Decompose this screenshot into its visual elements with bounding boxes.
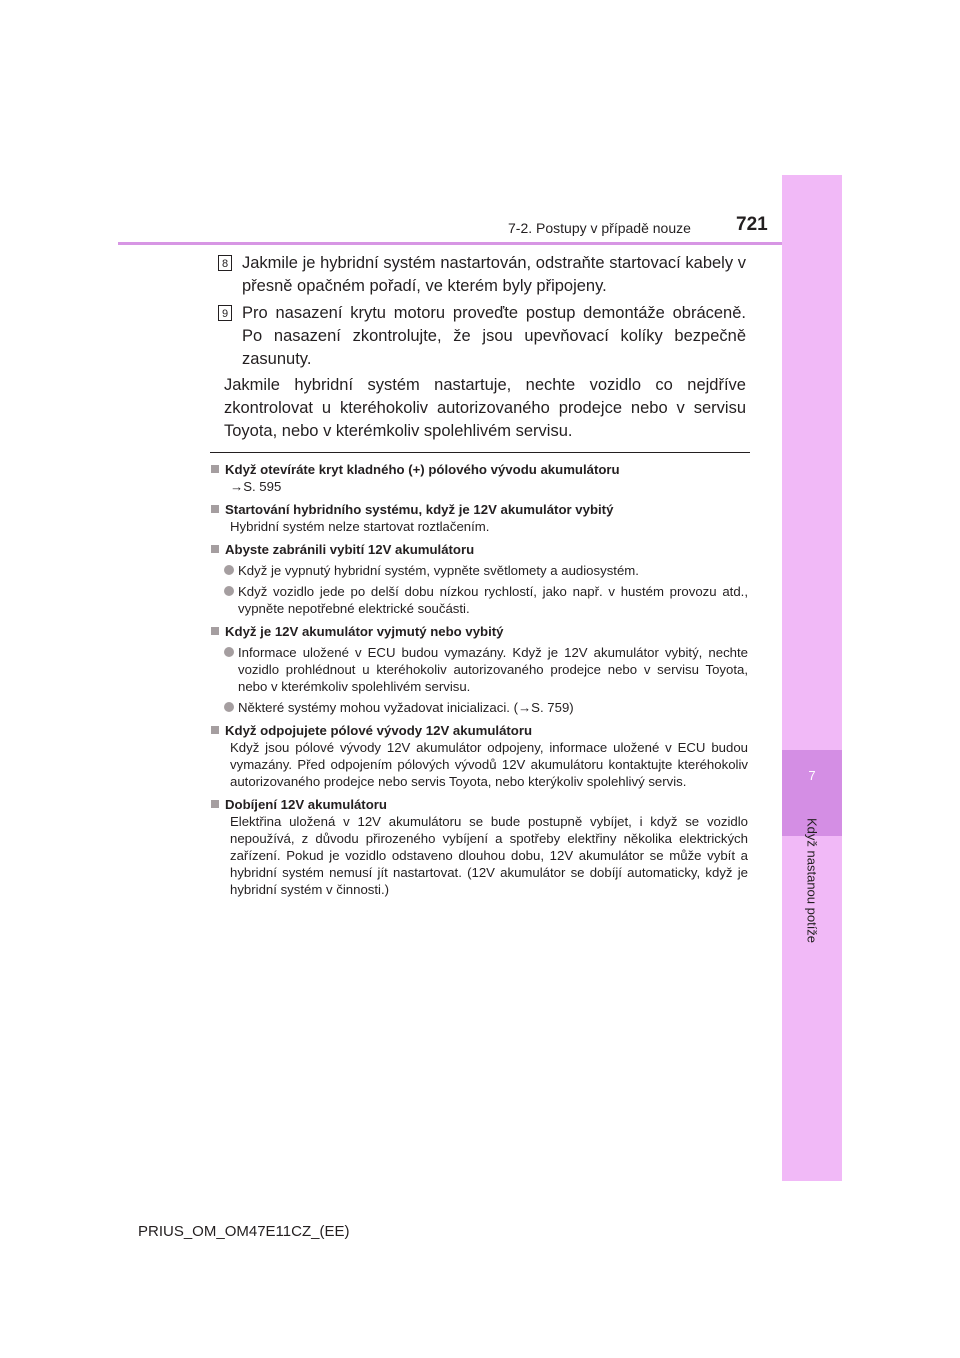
square-bullet-icon (211, 465, 219, 473)
note (210, 623, 748, 716)
note-heading: Dobíjení 12V akumulátoru (225, 797, 387, 812)
chapter-side-tab (782, 175, 842, 1181)
note (210, 501, 748, 535)
note (210, 796, 748, 898)
square-bullet-icon (211, 505, 219, 513)
step-number-box: 8 (218, 255, 232, 271)
circle-bullet-icon (224, 586, 234, 596)
list-item: Některé systémy mohou vyžadovat inicializaci. (→S. 759) (210, 699, 748, 716)
list-item: Informace uložené v ECU budou vymazány. Když je 12V akumulátor vybitý, nechte vozidlo prohlédnout u kteréhokoliv autorizovaného prodejce nebo v servisu Toyota, nebo v kterémkoliv spolehlivém servisu. (210, 644, 748, 695)
note (210, 461, 748, 495)
notes-section (210, 461, 748, 904)
square-bullet-icon (211, 545, 219, 553)
circle-bullet-icon (224, 647, 234, 657)
note-heading: Když je 12V akumulátor vyjmutý nebo vybitý (225, 624, 504, 639)
note (210, 722, 748, 790)
list-item: Když je vypnutý hybridní systém, vypněte světlomety a audiosystém. (210, 562, 748, 579)
page-number: 721 (736, 214, 768, 235)
chapter-title: Když nastanou potíže (804, 818, 820, 944)
square-bullet-icon (211, 627, 219, 635)
note-body: Hybridní systém nelze startovat roztlačením. (230, 519, 490, 534)
square-bullet-icon (211, 800, 219, 808)
note-heading: Startování hybridního systému, když je 12V akumulátor vybitý (225, 502, 614, 517)
closing-paragraph: Jakmile hybridní systém nastartuje, nechte vozidlo co nejdříve zkontrolovat u kteréhokoliv autorizovaného prodejce nebo v servisu Toyota, nebo v kterémkoliv spolehlivém servisu. (224, 376, 746, 440)
note-heading: Když otevíráte kryt kladného (+) pólového vývodu akumulátoru (225, 462, 620, 477)
note-heading: Když odpojujete pólové vývody 12V akumulátoru (225, 723, 533, 738)
note-body: Když jsou pólové vývody 12V akumulátor odpojeny, informace uložené v ECU budou vymazány. Před odpojením pólových vývodů 12V akumulátoru kontaktujte kteréhokoliv autorizovaného prodejce nebo servis Toyota, nebo kterýkoliv spolehlivý servis. (230, 740, 748, 789)
section-divider (210, 452, 750, 453)
note-heading: Abyste zabránili vybití 12V akumulátoru (225, 542, 475, 557)
step-number-box: 9 (218, 305, 232, 321)
chapter-number: 7 (808, 768, 816, 783)
note-body: →S. 595 (230, 479, 282, 494)
section-title: 7-2. Postupy v případě nouze (508, 220, 691, 236)
step-text: Jakmile je hybridní systém nastartován, odstraňte startovací kabely v přesně opačném pořadí, ve kterém byly připojeny. (242, 254, 746, 295)
document-code: PRIUS_OM_OM47E11CZ_(EE) (138, 1223, 350, 1240)
square-bullet-icon (211, 726, 219, 734)
note-body: Elektřina uložená v 12V akumulátoru se bude postupně vybíjet, i když se vozidlo nepoužívá, z důvodu přirozeného vybíjení a spotřeby elektřiny několika elektrických zařízení. Pokud je vozidlo odstaveno dlouhou dobu, 12V akumulátor se může vybít a hybridní systém nemusí jít nastartovat. (12V akumulátor se dobíjí automaticky, když je hybridní systém v činnosti.) (230, 814, 748, 897)
circle-bullet-icon (224, 702, 234, 712)
step-text: Pro nasazení krytu motoru proveďte postup demontáže obráceně. Po nasazení zkontrolujte, že jsou upevňovací kolíky bezpečně zasunuty. (242, 304, 746, 368)
note (210, 541, 748, 617)
circle-bullet-icon (224, 565, 234, 575)
header-rule (118, 242, 782, 245)
list-item: Když vozidlo jede po delší dobu nízkou rychlostí, jako např. v hustém provozu atd., vypněte nepotřebné elektrické součásti. (210, 583, 748, 617)
